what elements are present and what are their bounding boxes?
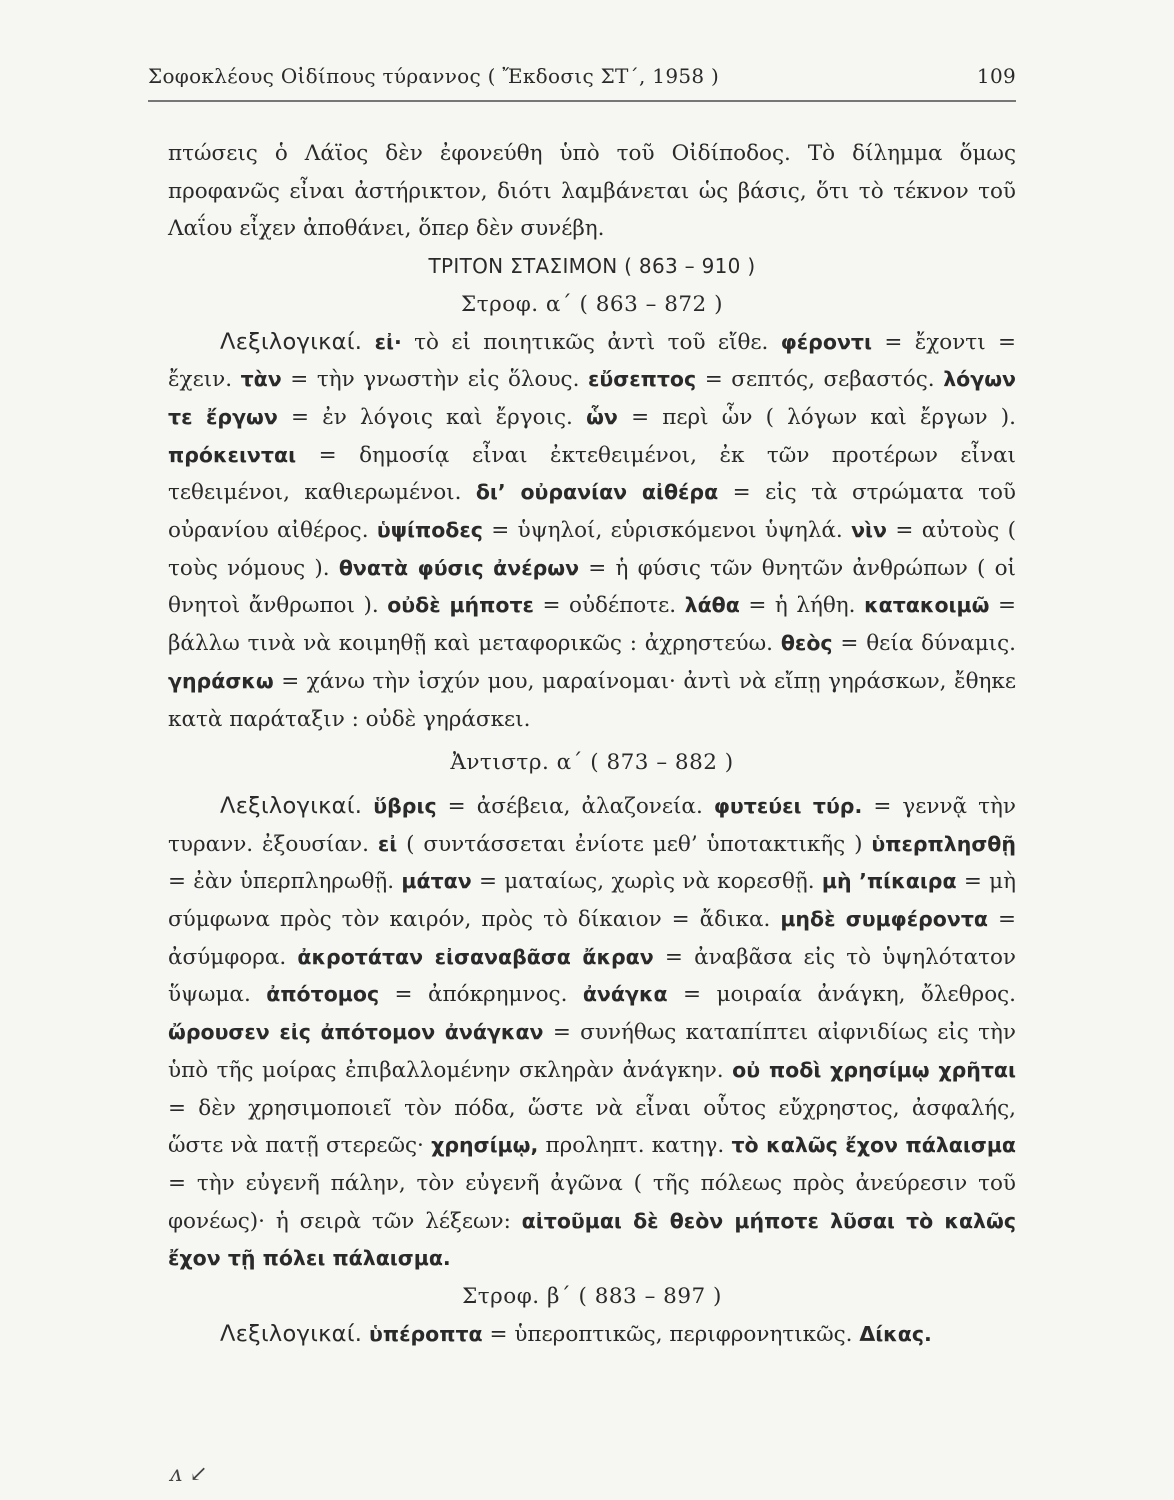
stanza3-gloss	[168, 1316, 1016, 1354]
stanza1-lead: Λεξιλογικαί.	[220, 328, 363, 355]
gloss-text: = θεία δύναμις.	[832, 631, 1016, 657]
headword: νὶν	[851, 518, 887, 543]
headword: θεὸς	[780, 631, 833, 656]
headword: δι’ οὐρανίαν αἰθέρα	[475, 480, 719, 505]
gloss-text: = χάνω τὴν ἰσχύν μου, μαραίνομαι· ἀντὶ νὰ εἴπῃ γηράσκων, ἔθηκε κατὰ παράταξιν : οὐδὲ γηράσκει.	[168, 668, 1016, 732]
running-header	[148, 64, 1016, 88]
gloss-text: = δὲν χρησιμοποιεῖ τὸν πόδα, ὥστε νὰ εἶναι οὗτος εὔχρηστος, ἀσφαλής, ὥστε νὰ πατῇ στερεῶς·	[168, 1095, 1016, 1159]
stanza2-title: Ἀντιστρ. α΄ ( 873 – 882 )	[450, 750, 734, 776]
gloss-text: = ὑψηλοί, εὑρισκόμενοι ὑψηλά.	[482, 518, 852, 544]
headword: λάθα	[684, 593, 740, 618]
gloss-text: = ἡ φύσις τῶν θνητῶν ἀνθρώπων ( οἱ θνητοὶ ἄνθρωποι ).	[168, 555, 1016, 619]
gloss-text: ( συντάσσεται ἐνίοτε μεθ’ ὑποτακτικῆς )	[397, 831, 872, 857]
headword: κατακοιμῶ	[864, 593, 990, 618]
headword: ἀκροτάταν εἰσαναβᾶσα ἄκραν	[297, 944, 654, 969]
headword: αἰτοῦμαι δὲ θεὸν μήποτε λῦσαι τὸ καλῶς ἔχον τῇ πόλει πάλαισμα.	[168, 1208, 1016, 1271]
headword: Δίκας.	[859, 1321, 932, 1346]
headword: τὸ καλῶς ἔχον πάλαισμα	[731, 1133, 1017, 1158]
headword: ἀνάγκα	[582, 982, 668, 1007]
gloss-text: = ἐν λόγοις καὶ ἔργοις.	[277, 404, 587, 430]
gloss-text: = μὴ σύμφωνα πρὸς τὸν καιρόν, πρὸς τὸ δίκαιον = ἄδικα.	[168, 869, 1017, 933]
gloss-text: = ἀσέβεια, ἀλαζονεία.	[436, 793, 714, 819]
headword: φυτεύει τύρ.	[713, 793, 863, 818]
stanza2-lead: Λεξιλογικαί.	[220, 792, 363, 819]
headword: οὐδὲ μήποτε	[387, 593, 534, 618]
headword: ὑψίποδες	[376, 518, 483, 543]
section-title: ΤΡΙΤΟΝ ΣΤΑΣΙΜΟΝ ( 863 – 910 )	[428, 254, 756, 279]
headword: ὑπερπλησθῇ	[871, 831, 1016, 856]
headword: ὧν	[586, 404, 618, 429]
running-title: Σοφοκλέους Οἰδίπους τύραννος ( Ἔκδοσις ΣΤ΄, 1958 )	[148, 64, 720, 88]
gloss-text: = βάλλω τινὰ νὰ κοιμηθῇ καὶ μεταφορικῶς : ἀχρηστεύω.	[168, 593, 1016, 657]
gloss-text: = ἡ λήθη.	[739, 593, 865, 619]
handwritten-mark: ᴧ ↙	[170, 1462, 208, 1487]
stanza2-gloss	[168, 788, 1016, 1278]
gloss-text: = συνήθως καταπίπτει αἰφνιδίως εἰς τὴν ὑπὸ τῆς μοίρας ἐπιβαλλομένην σκληρὰν ἀνάγκην.	[168, 1020, 1016, 1083]
gloss-text: = περὶ ὧν ( λόγων καὶ ἔργων ).	[617, 404, 1016, 430]
stanza1-title: Στροφ. α΄ ( 863 – 872 )	[461, 291, 723, 317]
headword: γηράσκω	[168, 668, 274, 693]
gloss-text: τὸ εἰ ποιητικῶς ἀντὶ τοῦ εἴθε.	[401, 329, 781, 355]
gloss-text: = ματαίως, χωρὶς νὰ κορεσθῇ.	[471, 869, 822, 895]
gloss-text: = ὑπεροπτικῶς, περιφρονητικῶς.	[482, 1321, 860, 1347]
gloss-text: = εἰς τὰ στρώματα τοῦ οὐρανίου αἰθέρος.	[168, 480, 1016, 544]
headword: ὑπέροπτα	[369, 1321, 483, 1346]
headword: οὐ ποδὶ χρησίμῳ χρῆται	[732, 1057, 1016, 1082]
gloss-text: = δημοσίᾳ εἶναι ἐκτεθειμένοι, ἐκ τῶν προτέρων εἶναι τεθειμένοι, καθιερωμένοι.	[168, 442, 1016, 506]
gloss-text: = αὐτοὺς ( τοὺς νόμους ).	[168, 518, 1016, 581]
headword: ὤρουσεν εἰς ἀπότομον ἀνάγκαν	[168, 1020, 544, 1045]
gloss-text: = ἀπόκρημνος.	[379, 982, 583, 1008]
gloss-text: προληπτ. κατηγ.	[538, 1133, 732, 1159]
main-text	[168, 135, 1016, 1354]
headword: λόγων τε ἔργων	[168, 367, 1016, 429]
headword: τὰν	[240, 367, 282, 392]
headword: μάταν	[401, 869, 472, 894]
headword: ἀπότομος	[266, 982, 380, 1007]
headword: φέροντι	[780, 329, 872, 354]
gloss-text: = ἔχοντι = ἔχειν.	[168, 329, 1017, 393]
gloss-text: = τὴν εὐγενῆ πάλην, τὸν εὐγενῆ ἀγῶνα ( τῆς πόλεως πρὸς ἀνεύρεσιν τοῦ φονέως)· ἡ σειρὰ τῶν λέξεων:	[168, 1170, 1016, 1234]
headword: χρησίμῳ,	[431, 1133, 539, 1158]
headword: μηδὲ συμφέροντα	[780, 907, 988, 932]
headword: μὴ ’πίκαιρα	[821, 869, 957, 894]
gloss-text: = σεπτός, σεβαστός.	[696, 367, 944, 393]
gloss-text: = γεννᾷ τὴν τυρανν. ἐξουσίαν.	[168, 793, 1016, 857]
stanza3-segments	[369, 1322, 932, 1347]
headword: εὔσεπτος	[587, 367, 697, 392]
intro-paragraph: πτώσεις ὁ Λάϊος δὲν ἐφονεύθη ὑπὸ τοῦ Οἰδίποδος. Τὸ δίλημμα ὅμως προφανῶς εἶναι ἀστήρικτον, διότι λαμβάνεται ὡς βάσις, ὅτι τὸ τέκνον τοῦ Λαΐου εἶχεν ἀποθάνει, ὅπερ δὲν συνέβη.	[168, 141, 1016, 242]
gloss-text: = ἀναβᾶσα εἰς τὸ ὑψηλότατον ὕψωμα.	[168, 944, 1016, 1008]
gloss-text: = ἐὰν ὑπερπληρωθῇ.	[168, 869, 402, 895]
header-rule	[148, 100, 1016, 102]
headword: θνατὰ φύσις ἀνέρων	[338, 555, 580, 580]
headword: πρόκεινται	[168, 442, 297, 467]
stanza3-lead: Λεξιλογικαί.	[220, 1320, 363, 1347]
headword: εἰ·	[374, 329, 402, 354]
gloss-text: = μοιραία ἀνάγκη, ὄλεθρος.	[667, 982, 1017, 1008]
gloss-text: = τὴν γνωστὴν εἰς ὅλους.	[281, 367, 588, 393]
headword: ὕβρις	[373, 793, 437, 818]
gloss-text: = ἀσύμφορα.	[168, 907, 1016, 970]
page-number: 109	[976, 64, 1016, 88]
gloss-text: = οὐδέποτε.	[533, 593, 685, 619]
stanza2-segments	[168, 794, 1016, 1271]
stanza3-title: Στροφ. β΄ ( 883 – 897 )	[462, 1284, 722, 1310]
stanza1-gloss	[168, 324, 1016, 739]
headword: εἰ	[377, 831, 398, 856]
stanza1-segments	[168, 330, 1016, 732]
